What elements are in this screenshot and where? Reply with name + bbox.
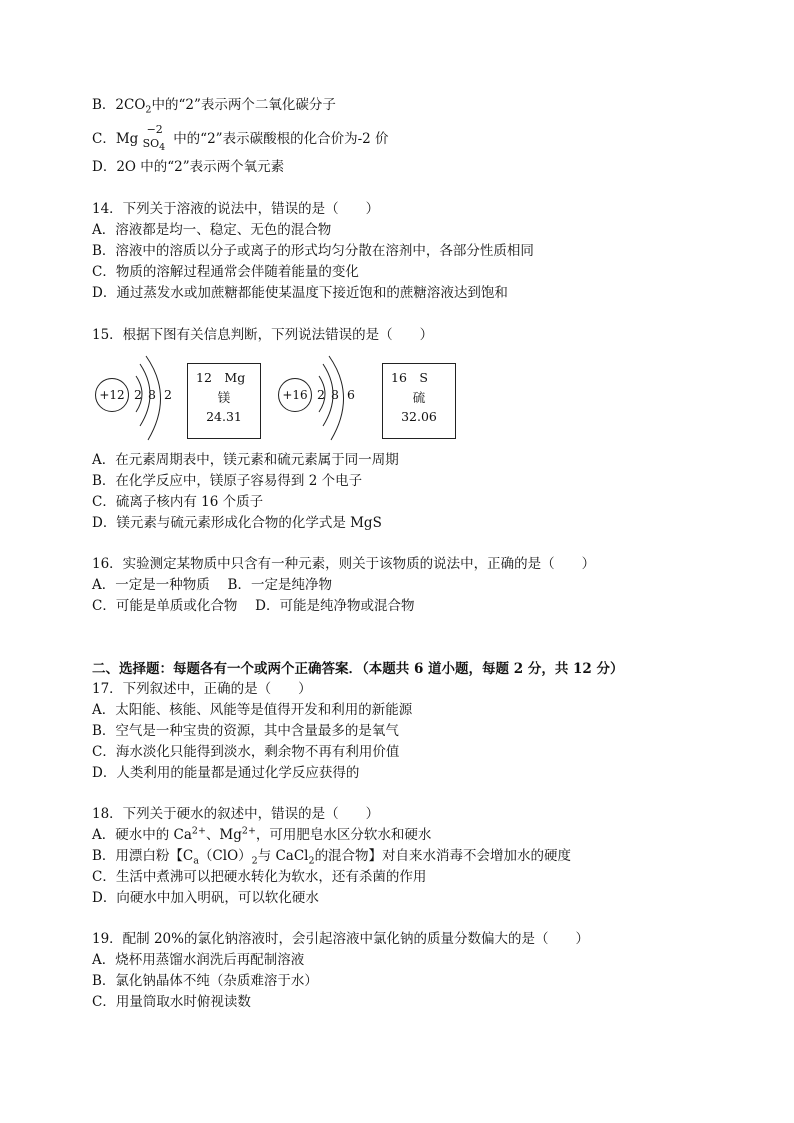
atom-structure-figure — [92, 356, 472, 448]
mg-electron-shells — [92, 356, 182, 448]
q13-option-d: D．2O 中的“2”表示两个氧元素 — [92, 159, 285, 175]
q16-options-ab: A．一定是一种物质 B．一定是纯净物 — [92, 577, 332, 593]
q18-option-d: D．向硬水中加入明矾，可以软化硬水 — [92, 890, 319, 906]
q17-option-c: C．海水淡化只能得到淡水，剩余物不再有利用价值 — [92, 744, 400, 760]
mg-shell-3: 2 — [164, 387, 172, 402]
s-shell-1: 2 — [317, 387, 325, 402]
mg-name: 镁 — [217, 390, 231, 405]
q18-option-a: A．硬水中的 $Ca^{2+}$、$Mg^{2+}$，可用肥皂水区分软水和硬水 — [92, 825, 432, 843]
s-name: 硫 — [412, 390, 426, 405]
q18-option-c: C．生活中煮沸可以把硬水转化为软水，还有杀菌的作用 — [92, 869, 427, 885]
q14-option-c: C．物质的溶解过程通常会伴随着能量的变化 — [92, 264, 359, 280]
mg-element-card — [187, 363, 261, 439]
q14-option-b: B．溶液中的溶质以分子或离子的形式均匀分散在溶剂中，各部分性质相同 — [92, 243, 534, 259]
q19-stem: 19．配制 20%的氯化钠溶液时，会引起溶液中氯化钠的质量分数偏大的是（ ） — [92, 931, 589, 947]
q14-stem: 14．下列关于溶液的说法中，错误的是（ ） — [92, 201, 380, 217]
s-shell-2: 8 — [331, 387, 339, 402]
s-mass: 32.06 — [401, 409, 437, 424]
s-shell-3: 6 — [347, 387, 355, 402]
q15-stem: 15．根据下图有关信息判断，下列说法错误的是（ ） — [92, 327, 434, 343]
q13-option-b: B．$2CO_2$中的“2”表示两个二氧化碳分子 — [92, 97, 336, 116]
q19-option-a: A．烧杯用蒸馏水润洗后再配制溶液 — [92, 952, 305, 968]
mg-shell-1: 2 — [134, 387, 142, 402]
s-electron-shells — [275, 356, 365, 448]
q18-option-b: B．用漂白粉【$C_a(ClO)_2$与 CaCl$_2$的混合物】对自来水消毒不会增加水的硬度 — [92, 848, 572, 867]
sulfate-charge-notation: −2 $SO_4$ — [142, 123, 166, 154]
q15-option-b: B．在化学反应中，镁原子容易得到 2 个电子 — [92, 473, 363, 489]
q17-stem: 17．下列叙述中，正确的是（ ） — [92, 681, 312, 697]
s-element-card — [382, 363, 456, 439]
mg-nucleus: +12 — [95, 378, 129, 412]
mg-shell-2: 8 — [148, 387, 156, 402]
q17-option-a: A．太阳能、核能、风能等是值得开发和利用的新能源 — [92, 702, 413, 718]
q16-options-cd: C．可能是单质或化合物 D．可能是纯净物或混合物 — [92, 598, 415, 614]
q18-stem: 18．下列关于硬水的叙述中，错误的是（ ） — [92, 806, 380, 822]
mg-mass: 24.31 — [206, 409, 242, 424]
q15-option-a: A．在元素周期表中，镁元素和硫元素属于同一周期 — [92, 452, 399, 468]
q15-option-c: C．硫离子核内有 16 个质子 — [92, 494, 264, 510]
q14-option-a: A．溶液都是均一、稳定、无色的混合物 — [92, 222, 332, 238]
mg-symbol: 12 Mg — [196, 370, 246, 385]
q19-option-b: B．氯化钠晶体不纯（杂质难溶于水） — [92, 973, 318, 989]
q17-option-d: D．人类利用的能量都是通过化学反应获得的 — [92, 765, 360, 781]
q19-option-c: C．用量筒取水时俯视读数 — [92, 994, 251, 1010]
q15-option-d: D．镁元素与硫元素形成化合物的化学式是 MgS — [92, 515, 382, 531]
q16-stem: 16．实验测定某物质中只含有一种元素，则关于该物质的说法中，正确的是（ ） — [92, 556, 596, 572]
q17-option-b: B．空气是一种宝贵的资源，其中含量最多的是氧气 — [92, 723, 399, 739]
s-symbol: 16 S — [391, 370, 428, 385]
section-2-heading: 二、选择题：每题各有一个或两个正确答案．（本题共 6 道小题，每题 2 分，共 12 分） — [92, 661, 624, 677]
q14-option-d: D．通过蒸发水或加蔗糖都能使某温度下接近饱和的蔗糖溶液达到饱和 — [92, 285, 508, 301]
q13-option-c: C．Mg −2 $SO_4$ 中的“2”表示碳酸根的化合价为-2 价 — [92, 123, 389, 154]
s-nucleus: +16 — [278, 378, 312, 412]
